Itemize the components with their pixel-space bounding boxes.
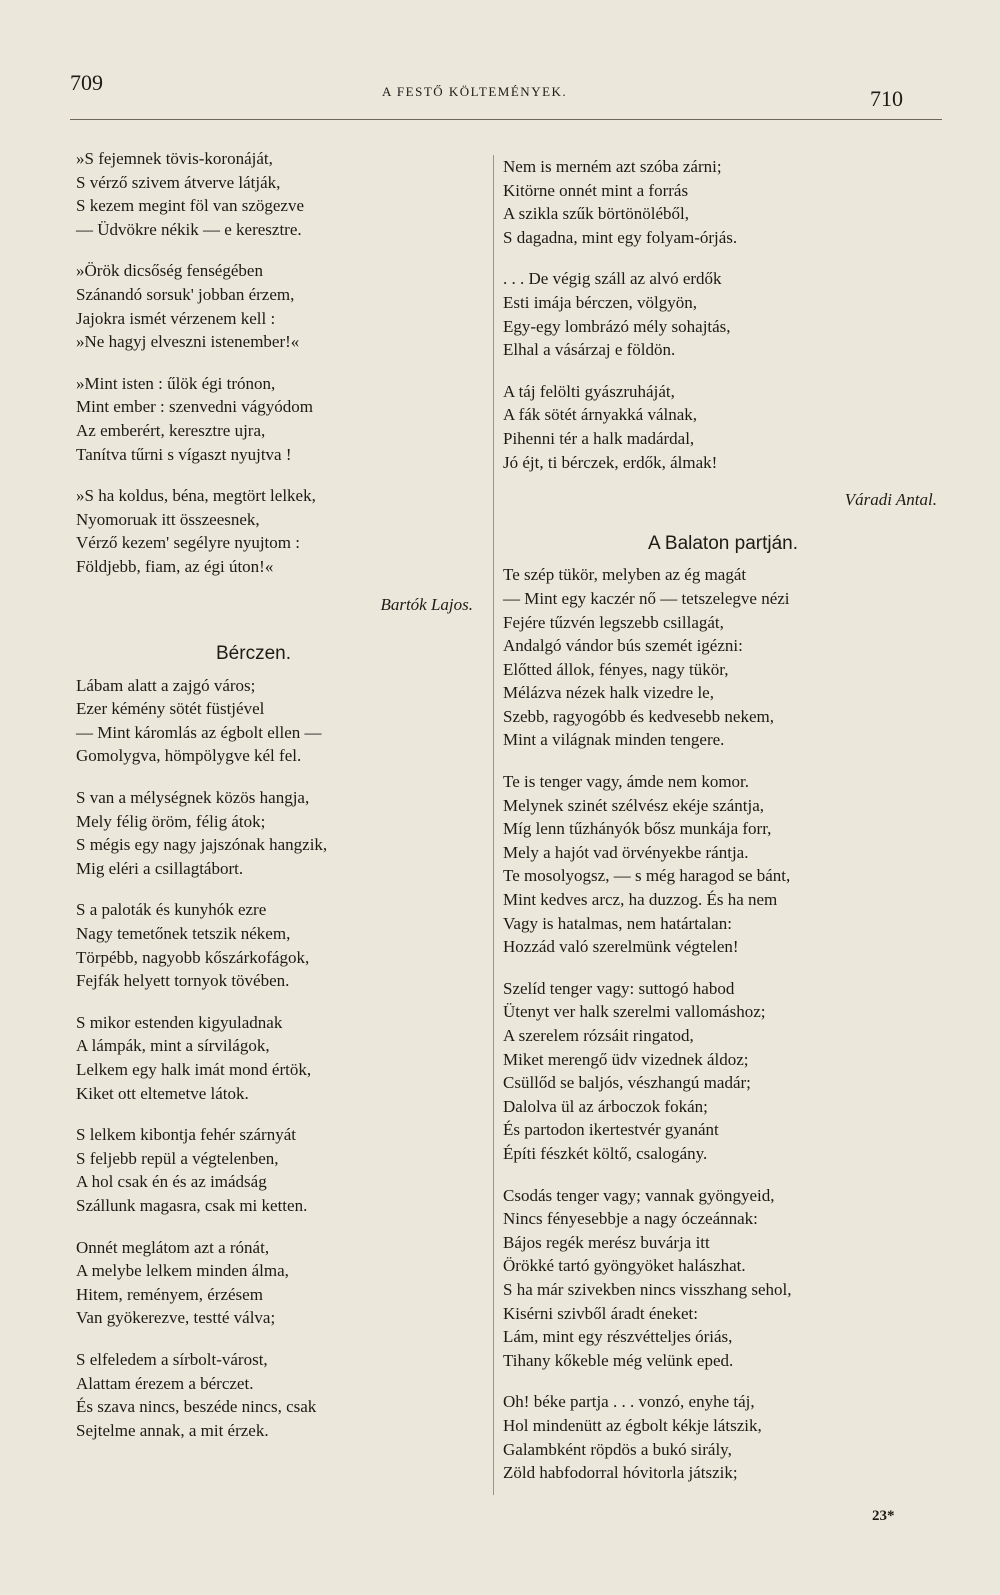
stanza: [76, 259, 481, 353]
verse-line: Fejfák helyett tornyok tövében.: [76, 971, 290, 991]
verse-line: Fejére tűzvén legszebb csillagát,: [503, 612, 724, 632]
verse-line: — Üdvökre nékik — e keresztre.: [76, 219, 302, 239]
verse-line: S ha már szivekben nincs visszhang sehol,: [503, 1279, 792, 1299]
verse-line: Mint a világnak minden tengere.: [503, 730, 725, 750]
poem-4-title: A Balaton partján.: [648, 532, 798, 554]
poem-3-author: Váradi Antal.: [844, 490, 937, 510]
verse-line: Jó éjt, ti bérczek, erdők, álmak!: [503, 452, 718, 472]
verse-line: Mint kedves arcz, ha duzzog. És ha nem: [503, 890, 778, 910]
verse-line: S van a mélységnek közös hangja,: [76, 788, 310, 808]
poem-1-author: Bartók Lajos.: [380, 594, 473, 614]
verse-line: A fák sötét árnyakká válnak,: [503, 405, 698, 425]
verse-line: Elhal a vásárzaj e földön.: [503, 340, 676, 360]
verse-line: Sejtelme annak, a mit érzek.: [76, 1420, 269, 1440]
verse-line: Lábam alatt a zajgó város;: [76, 675, 256, 695]
verse-line: — Mint káromlás az égbolt ellen —: [76, 722, 322, 742]
page-number-right: 710: [870, 86, 903, 111]
verse-line: Ezer kémény sötét füstjével: [76, 699, 265, 719]
verse-line: Tanítva tűrni s vígaszt nyujtva !: [76, 444, 292, 464]
verse-line: Törpébb, nagyobb kőszárkofágok,: [76, 947, 310, 967]
verse-line: Egy-egy lombrázó mély sohajtás,: [503, 316, 731, 336]
stanza: [503, 155, 943, 249]
verse-line: Andalgó vándor bús szemét igézni:: [503, 636, 743, 656]
verse-line: Mint ember : szenvedni vágyódom: [76, 397, 314, 417]
verse-line: Gomolygva, hömpölygve kél fel.: [76, 746, 302, 766]
verse-line: Szánandó sorsuk' jobban érzem,: [76, 284, 295, 304]
verse-line: A lámpák, mint a sírvilágok,: [76, 1036, 270, 1056]
verse-line: Van gyökerezve, testté válva;: [76, 1308, 276, 1328]
verse-line: S mégis egy nagy jajszónak hangzik,: [76, 835, 328, 855]
header-rule: [70, 119, 942, 120]
verse-line: Földjebb, fiam, az égi úton!«: [76, 556, 274, 576]
verse-line: Nagy temetőnek tetszik nékem,: [76, 924, 291, 944]
verse-line: Nyomoruak itt összeesnek,: [76, 509, 260, 529]
poem-4-body: [503, 563, 943, 1484]
verse-line: Mélázva nézek halk vizedre le,: [503, 683, 714, 703]
verse-line: — Mint egy kaczér nő — tetszelegve nézi: [503, 588, 790, 608]
verse-line: Míg lenn tűzhányók bősz munkája forr,: [503, 819, 772, 839]
verse-line: Ütenyt ver halk szerelmi vallomáshoz;: [503, 1002, 766, 1022]
verse-line: Szebb, ragyogóbb és kedvesebb nekem,: [503, 706, 774, 726]
verse-line: Galambként röpdös a bukó sirály,: [503, 1439, 732, 1459]
verse-line: Mig eléri a csillagtábort.: [76, 858, 244, 878]
verse-line: S elfeledem a sírbolt-várost,: [76, 1349, 268, 1369]
left-column: [76, 147, 481, 1460]
verse-line: Zöld habfodorral hóvitorla játszik;: [503, 1463, 738, 1483]
verse-line: Az emberért, keresztre ujra,: [76, 420, 266, 440]
stanza: [76, 1348, 481, 1442]
verse-line: Miket merengő üdv vizednek áldoz;: [503, 1049, 749, 1069]
page-number-left: 709: [70, 70, 103, 95]
verse-line: S dagadna, mint egy folyam-órjás.: [503, 227, 738, 247]
poem-2-title: Bérczen.: [216, 643, 291, 665]
verse-line: A táj felölti gyászruháját,: [503, 381, 675, 401]
verse-line: Kisérni szivből áradt éneket:: [503, 1303, 698, 1323]
stanza: [76, 786, 481, 880]
verse-line: Esti imája bérczen, völgyön,: [503, 292, 698, 312]
verse-line: Te szép tükör, melyben az ég magát: [503, 565, 747, 585]
verse-line: Kitörne onnét mint a forrás: [503, 180, 689, 200]
verse-line: Jajokra ismét vérzenem kell :: [76, 308, 276, 328]
verse-line: Szállunk magasra, csak mi ketten.: [76, 1195, 308, 1215]
verse-line: . . . De végig száll az alvó erdők: [503, 269, 722, 289]
stanza: [503, 770, 943, 959]
stanza: [503, 1184, 943, 1373]
verse-line: Dalolva ül az árboczok fokán;: [503, 1096, 708, 1116]
poem-3-body: [503, 155, 943, 474]
verse-line: S lelkem kibontja fehér szárnyát: [76, 1125, 296, 1145]
stanza: [76, 898, 481, 992]
stanza: [76, 1236, 481, 1330]
stanza: [76, 147, 481, 241]
verse-line: És szava nincs, beszéde nincs, csak: [76, 1397, 317, 1417]
verse-line: Nincs fényesebbje a nagy óczeánnak:: [503, 1209, 758, 1229]
verse-line: S a paloták és kunyhók ezre: [76, 900, 267, 920]
verse-line: Te mosolyogsz, — s még haragod se bánt,: [503, 866, 791, 886]
verse-line: Örökké tartó gyöngyöket halászhat.: [503, 1256, 746, 1276]
verse-line: Bájos regék merész buvárja itt: [503, 1232, 710, 1252]
verse-line: S vérző szivem átverve látják,: [76, 172, 281, 192]
verse-line: És partodon ikertestvér gyanánt: [503, 1120, 719, 1140]
verse-line: Mely félig öröm, félig átok;: [76, 811, 266, 831]
verse-line: »S ha koldus, béna, megtört lelkek,: [76, 486, 316, 506]
verse-line: Előtted állok, fényes, nagy tükör,: [503, 659, 729, 679]
stanza: [76, 1011, 481, 1105]
verse-line: Lám, mint egy részvétteljes óriás,: [503, 1327, 733, 1347]
verse-line: Mely a hajót vad örvényekbe rántja.: [503, 842, 749, 862]
stanza: [76, 484, 481, 578]
stanza: [76, 372, 481, 466]
stanza: [503, 977, 943, 1166]
verse-line: »S fejemnek tövis-koronáját,: [76, 149, 273, 168]
stanza: [503, 563, 943, 752]
verse-line: Te is tenger vagy, ámde nem komor.: [503, 772, 750, 792]
verse-line: Vagy is hatalmas, nem határtalan:: [503, 913, 732, 933]
printer-signature-mark: 23*: [872, 1508, 895, 1524]
verse-line: Hozzád való szerelmünk végtelen!: [503, 937, 739, 957]
verse-line: Alattam érezem a bérczet.: [76, 1373, 254, 1393]
stanza: [503, 267, 943, 361]
verse-line: Lelkem egy halk imát mond értök,: [76, 1060, 312, 1079]
verse-line: »Örök dicsőség fenségében: [76, 261, 263, 281]
column-divider: [493, 155, 494, 1495]
verse-line: Nem is merném azt szóba zárni;: [503, 157, 722, 176]
poem-2-body: [76, 674, 481, 1443]
verse-line: A szikla szűk börtönöléből,: [503, 204, 690, 224]
verse-line: Szelíd tenger vagy: suttogó habod: [503, 978, 735, 998]
verse-line: Építi fészkét költő, csalogány.: [503, 1143, 708, 1163]
right-column: [503, 155, 943, 1503]
verse-line: »Ne hagyj elveszni istenember!«: [76, 332, 300, 352]
verse-line: S kezem megint föl van szögezve: [76, 196, 305, 216]
verse-line: A melybe lelkem minden álma,: [76, 1261, 289, 1281]
stanza: [76, 1123, 481, 1217]
stanza: [503, 1390, 943, 1484]
verse-line: S feljebb repül a végtelenben,: [76, 1148, 279, 1168]
verse-line: Pihenni tér a halk madárdal,: [503, 428, 695, 448]
verse-line: »Mint isten : űlök égi trónon,: [76, 373, 276, 393]
verse-line: Kiket ott eltemetve látok.: [76, 1083, 249, 1103]
stanza: [503, 380, 943, 474]
verse-line: Oh! béke partja . . . vonzó, enyhe táj,: [503, 1392, 755, 1412]
verse-line: Hol mindenütt az égbolt kékje látszik,: [503, 1415, 762, 1435]
verse-line: Hitem, reményem, érzésem: [76, 1284, 263, 1304]
stanza: [76, 674, 481, 768]
verse-line: A hol csak én és az imádság: [76, 1172, 267, 1192]
verse-line: Melynek szinét szélvész ekéje szántja,: [503, 795, 765, 815]
verse-line: A szerelem rózsáit ringatod,: [503, 1026, 694, 1045]
verse-line: Onnét meglátom azt a rónát,: [76, 1237, 270, 1257]
running-title: A FESTŐ KÖLTEMÉNYEK.: [382, 84, 568, 99]
verse-line: Csodás tenger vagy; vannak gyöngyeid,: [503, 1185, 775, 1205]
verse-line: Tihany kőkeble még velünk eped.: [503, 1350, 734, 1370]
poem-1-body: [76, 147, 481, 579]
verse-line: Csüllőd se baljós, vészhangú madár;: [503, 1073, 751, 1093]
verse-line: S mikor estenden kigyuladnak: [76, 1012, 283, 1032]
verse-line: Vérző kezem' segélyre nyujtom :: [76, 533, 300, 553]
